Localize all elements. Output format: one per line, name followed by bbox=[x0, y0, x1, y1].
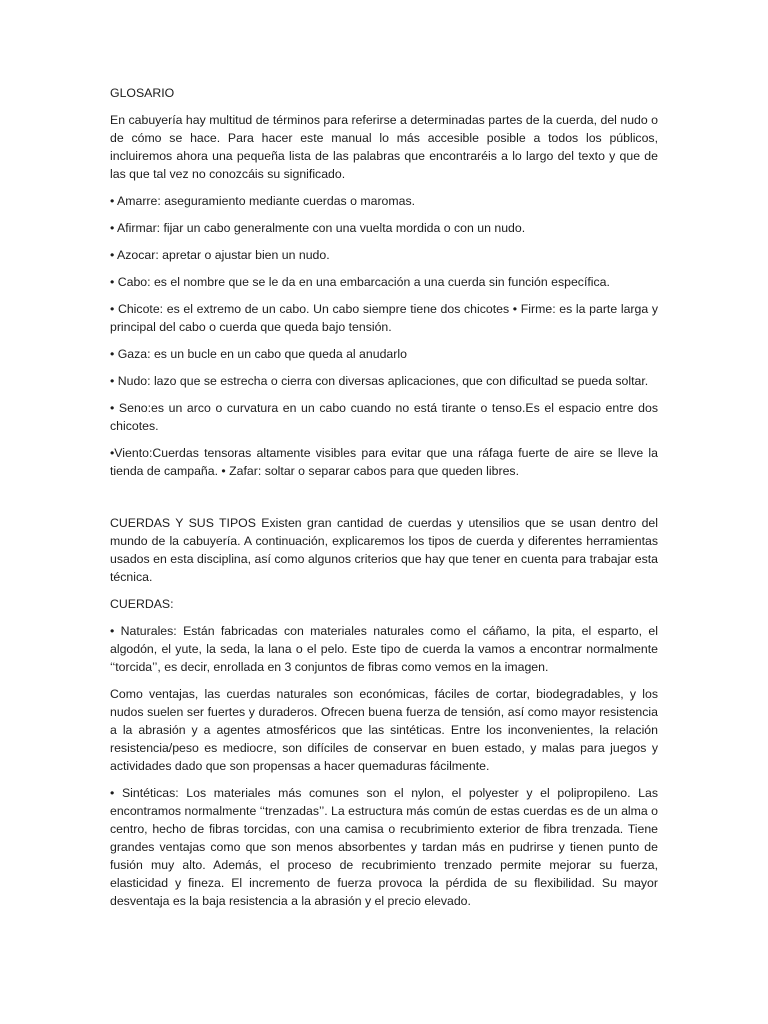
glossary-item-gaza: • Gaza: es un bucle en un cabo que queda al anudarlo bbox=[110, 347, 407, 361]
glossary-item-chicote-firme: • Chicote: es el extremo de un cabo. Un cabo siempre tiene dos chicotes • Firme: es la parte larga y principal del cabo o cuerda que queda bajo tensión. bbox=[110, 302, 658, 334]
cuerdas-naturales: • Naturales: Están fabricadas con materiales naturales como el cáñamo, la pita, el esparto, el algodón, el yute, la seda, la lana o el pelo. Este tipo de cuerda la vamos a encontrar normalmente ‘‘torcida’’, es decir, enrollada en 3 conjuntos de fibras como vemos en la imagen. bbox=[110, 624, 658, 674]
glossary-item-amarre: • Amarre: aseguramiento mediante cuerdas o maromas. bbox=[110, 194, 416, 208]
glossary-item-azocar: • Azocar: apretar o ajustar bien un nudo. bbox=[110, 248, 330, 262]
glossary-item-nudo: • Nudo: lazo que se estrecha o cierra con diversas aplicaciones, que con dificultad se pueda soltar. bbox=[110, 374, 649, 388]
glossary-item-seno: • Seno:es un arco o curvatura en un cabo cuando no está tirante o tenso.Es el espacio entre dos chicotes. bbox=[110, 401, 658, 433]
document-page bbox=[110, 84, 658, 919]
glosario-intro: En cabuyería hay multitud de términos para referirse a determinadas partes de la cuerda, del nudo o de cómo se hace. Para hacer este manual lo más accesible posible a todos los públicos, incluiremos ahora una pequeña lista de las palabras que encontraréis a lo largo del texto y que de las que tal vez no conozcáis su significado. bbox=[110, 113, 658, 181]
glossary-item-cabo: • Cabo: es el nombre que se le da en una embarcación a una cuerda sin función específica. bbox=[110, 275, 610, 289]
cuerdas-subheading: CUERDAS: bbox=[110, 597, 174, 611]
section-spacer bbox=[110, 489, 658, 514]
cuerdas-ventajas: Como ventajas, las cuerdas naturales son económicas, fáciles de cortar, biodegradables, y los nudos suelen ser fuertes y duraderos. Ofrecen buena fuerza de tensión, así como mayor resistencia a la abrasión y a agentes atmosféricos que las sintéticas. Entre los inconvenientes, la relación resistencia/peso es mediocre, son difíciles de conservar en buen estado, y malas para juegos y actividades dado que son propensas a hacer quemaduras fácilmente. bbox=[110, 687, 658, 773]
glossary-item-viento-zafar: •Viento:Cuerdas tensoras altamente visibles para evitar que una ráfaga fuerte de aire se lleve la tienda de campaña. • Zafar: soltar o separar cabos para que queden libres. bbox=[110, 446, 658, 478]
cuerdas-tipos-intro: CUERDAS Y SUS TIPOS Existen gran cantidad de cuerdas y utensilios que se usan dentro del mundo de la cabuyería. A continuación, explicaremos los tipos de cuerda y diferentes herramientas usados en esta disciplina, así como algunos criterios que hay que tener en cuenta para trabajar esta técnica. bbox=[110, 516, 658, 584]
glossary-item-afirmar: • Afirmar: fijar un cabo generalmente con una vuelta mordida o con un nudo. bbox=[110, 221, 526, 235]
cuerdas-sinteticas: • Sintéticas: Los materiales más comunes son el nylon, el polyester y el polipropileno. Las encontramos normalmente ‘‘trenzadas’’. La estructura más común de estas cuerdas es de un alma o centro, hecho de fibras torcidas, con una camisa o recubrimiento exterior de fibra trenzada. Tiene grandes ventajas como que son menos absorbentes y tardan más en pudrirse y tienen punto de fusión muy alto. Además, el proceso de recubrimiento trenzado permite mejorar su fuerza, elasticidad y fineza. El incremento de fuerza provoca la pérdida de su flexibilidad. Su mayor desventaja es la baja resistencia a la abrasión y el precio elevado. bbox=[110, 786, 658, 908]
glosario-heading: GLOSARIO bbox=[110, 86, 175, 100]
